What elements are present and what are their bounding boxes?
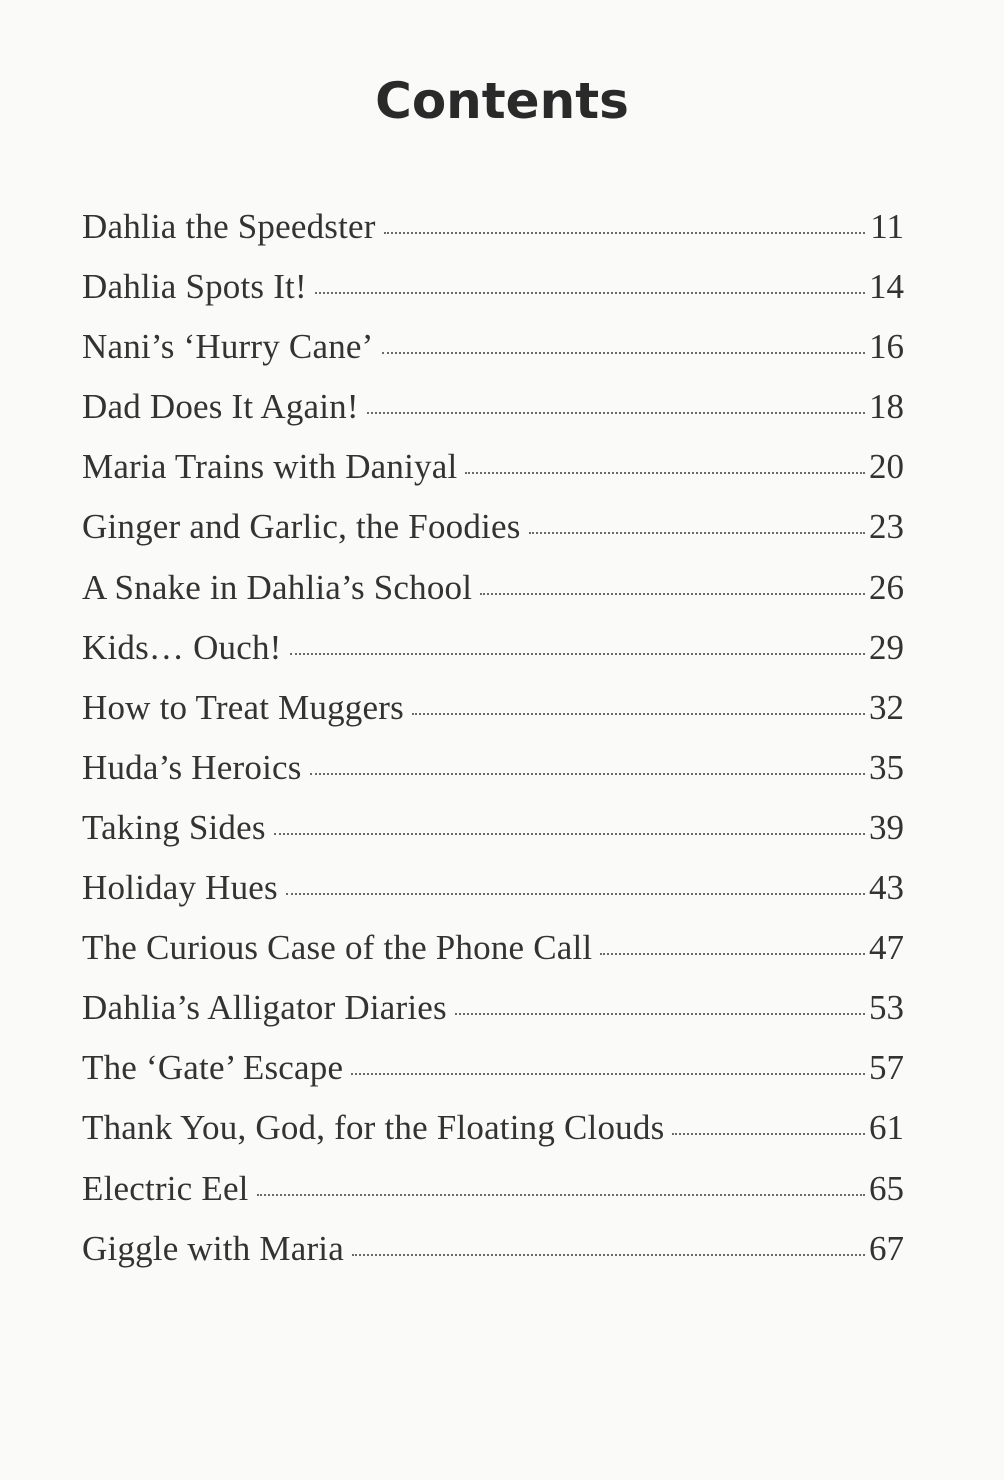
toc-entry-page-number: 26 <box>869 567 904 607</box>
dot-leader <box>465 472 865 474</box>
toc-entry-page-number: 23 <box>869 507 904 547</box>
toc-entry-title: Taking Sides <box>82 807 266 847</box>
dot-leader <box>315 292 865 294</box>
dot-leader <box>286 893 865 895</box>
toc-entry-title: Huda’s Heroics <box>82 747 302 787</box>
toc-entry <box>82 387 904 447</box>
toc-entry <box>82 207 904 267</box>
toc-entry-page-number: 14 <box>869 267 904 307</box>
dot-leader <box>384 232 865 234</box>
toc-entry-page-number: 47 <box>869 928 904 968</box>
dot-leader <box>672 1133 865 1135</box>
toc-entry <box>82 1108 904 1168</box>
toc-entry-title: How to Treat Muggers <box>82 687 404 727</box>
toc-entry-page-number: 20 <box>869 447 904 487</box>
toc-entry <box>82 928 904 988</box>
dot-leader <box>290 653 865 655</box>
dot-leader <box>310 773 865 775</box>
toc-entry-title: Dahlia’s Alligator Diaries <box>82 988 447 1028</box>
toc-entry-title: Dahlia Spots It! <box>82 267 307 307</box>
dot-leader <box>529 532 865 534</box>
toc-entry <box>82 808 904 868</box>
dot-leader <box>367 412 865 414</box>
toc-entry-title: Ginger and Garlic, the Foodies <box>82 507 521 547</box>
toc-entry <box>82 447 904 507</box>
toc-entry-page-number: 53 <box>869 988 904 1028</box>
toc-entry-title: Maria Trains with Daniyal <box>82 447 458 487</box>
toc-entry-title: Dahlia the Speedster <box>82 207 376 246</box>
dot-leader <box>480 593 865 595</box>
toc-entry-title: The Curious Case of the Phone Call <box>82 928 593 968</box>
dot-leader <box>352 1254 865 1256</box>
table-of-contents <box>82 207 904 1289</box>
page-title: Contents <box>375 72 629 130</box>
toc-entry <box>82 628 904 688</box>
toc-entry-page-number: 39 <box>869 807 904 847</box>
toc-entry <box>82 327 904 387</box>
toc-entry-title: Thank You, God, for the Floating Clouds <box>82 1108 665 1148</box>
dot-leader <box>455 1013 865 1015</box>
toc-entry-page-number: 61 <box>869 1108 904 1148</box>
toc-entry-page-number: 16 <box>869 327 904 367</box>
dot-leader <box>600 953 865 955</box>
toc-entry-title: The ‘Gate’ Escape <box>82 1048 344 1088</box>
toc-entry <box>82 1048 904 1108</box>
toc-entry-title: A Snake in Dahlia’s School <box>82 567 473 607</box>
toc-entry-page-number: 35 <box>869 747 904 787</box>
toc-entry <box>82 748 904 808</box>
toc-entry <box>82 507 904 567</box>
toc-entry-page-number: 57 <box>869 1048 904 1088</box>
toc-entry-title: Nani’s ‘Hurry Cane’ <box>82 327 374 367</box>
toc-entry-page-number: 18 <box>869 387 904 427</box>
dot-leader <box>412 713 865 715</box>
toc-entry <box>82 988 904 1048</box>
toc-entry-page-number: 29 <box>869 627 904 667</box>
toc-entry-page-number: 32 <box>869 687 904 727</box>
toc-entry <box>82 267 904 327</box>
dot-leader <box>382 352 866 354</box>
toc-entry-page-number: 65 <box>869 1168 904 1208</box>
dot-leader <box>257 1194 865 1196</box>
toc-entry-page-number: 43 <box>869 868 904 908</box>
toc-entry <box>82 568 904 628</box>
toc-entry <box>82 868 904 928</box>
dot-leader <box>351 1073 865 1075</box>
toc-entry <box>82 688 904 748</box>
toc-entry-title: Kids… Ouch! <box>82 627 282 667</box>
toc-entry-page-number: 67 <box>869 1228 904 1268</box>
toc-entry-title: Holiday Hues <box>82 868 278 908</box>
toc-entry-page-number: 11 <box>870 207 904 246</box>
toc-entry-title: Dad Does It Again! <box>82 387 359 427</box>
toc-entry-title: Electric Eel <box>82 1168 249 1208</box>
toc-entry <box>82 1169 904 1229</box>
dot-leader <box>274 833 865 835</box>
toc-entry-title: Giggle with Maria <box>82 1228 344 1268</box>
toc-entry <box>82 1229 904 1289</box>
